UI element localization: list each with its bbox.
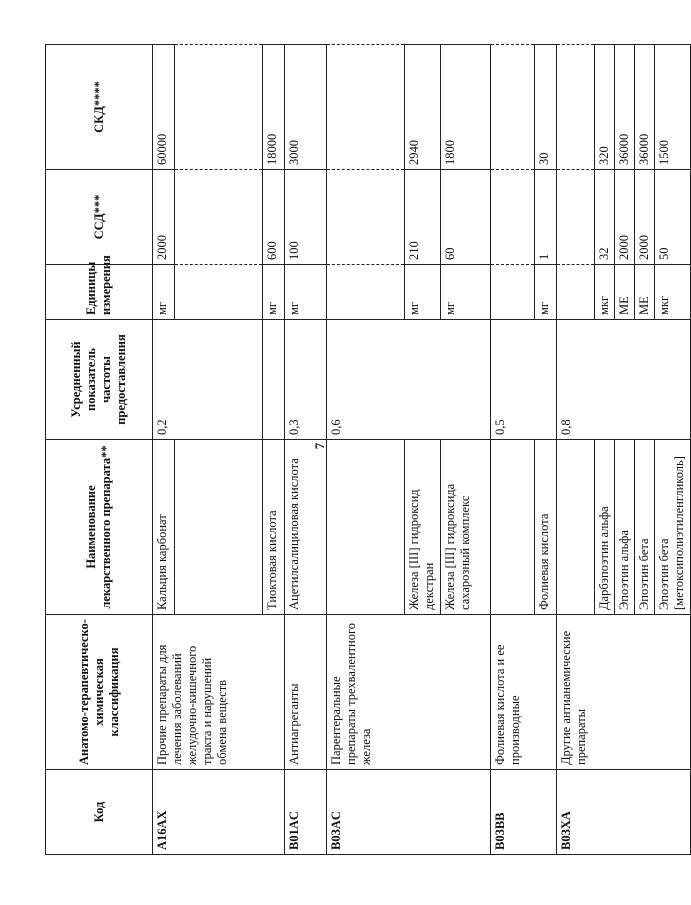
cell-frequency: 0,5 [491, 320, 557, 440]
cell-ssd: 2000 [153, 170, 175, 265]
table-row [557, 45, 595, 855]
cell-ssd: 2000 [615, 170, 635, 265]
cell-skd: 36000 [635, 45, 655, 170]
cell-unit: мг [441, 265, 491, 320]
cell-atc: Парентеральные препараты трехвалентного железа [327, 615, 491, 770]
cell-drug: Эпоэтин альфа [615, 440, 635, 615]
cell-unit: мг [153, 265, 175, 320]
page-number: 7 [312, 442, 327, 450]
cell-atc: Антиагреганты [285, 615, 327, 770]
cell-ssd: 50 [655, 170, 691, 265]
cell-skd: 3000 [285, 45, 327, 170]
cell-empty [327, 265, 405, 320]
cell-frequency: 0,3 [285, 320, 327, 440]
cell-empty [491, 265, 535, 320]
cell-unit: мкг [595, 265, 615, 320]
header-ssd: ССД*** [46, 170, 153, 265]
rotated-table-container [45, 45, 686, 855]
header-atc: Анатомо-терапевтическо-химическая классификация [46, 615, 153, 770]
cell-empty [175, 45, 263, 170]
cell-drug: Ацетилсалициловая кислота [285, 440, 327, 615]
cell-empty [557, 170, 595, 265]
cell-ssd: 600 [263, 170, 285, 265]
cell-empty [491, 440, 535, 615]
cell-unit: мг [285, 265, 327, 320]
cell-code: B01AC [285, 770, 327, 855]
cell-skd: 1500 [655, 45, 691, 170]
cell-unit: мг [535, 265, 557, 320]
table-row [327, 45, 405, 855]
cell-empty [491, 170, 535, 265]
cell-skd: 30 [535, 45, 557, 170]
cell-drug: Кальция карбонат [153, 440, 175, 615]
cell-empty [557, 45, 595, 170]
cell-ssd: 60 [441, 170, 491, 265]
cell-skd: 18000 [263, 45, 285, 170]
header-skd: СКД**** [46, 45, 153, 170]
cell-frequency: 0,6 [327, 320, 491, 440]
cell-frequency: 0,8 [557, 320, 691, 440]
drug-table [45, 44, 691, 855]
cell-drug: Фолиевая кислота [535, 440, 557, 615]
cell-ssd: 2000 [635, 170, 655, 265]
cell-code: B03XA [557, 770, 691, 855]
cell-atc: Прочие препараты для лечения заболеваний желудочно-кишечного тракта и нарушений обмена веществ [153, 615, 285, 770]
cell-ssd: 100 [285, 170, 327, 265]
table-row [491, 45, 535, 855]
cell-skd: 320 [595, 45, 615, 170]
cell-frequency: 0,2 [153, 320, 263, 440]
cell-drug: Железа [III] гидроксида сахарозный комплекс [441, 440, 491, 615]
cell-drug: Эпоэтин бета [метоксиполиэтиленгликоль] [655, 440, 691, 615]
cell-drug: Дарбэпоэтин альфа [595, 440, 615, 615]
cell-empty [263, 320, 285, 440]
table-row [153, 45, 175, 855]
cell-empty [327, 170, 405, 265]
cell-ssd: 32 [595, 170, 615, 265]
cell-empty [175, 440, 263, 615]
cell-drug: Эпоэтин бета [635, 440, 655, 615]
header-unit: Единицы измерения [46, 265, 153, 320]
cell-skd: 60000 [153, 45, 175, 170]
cell-atc: Фолиевая кислота и ее производные [491, 615, 557, 770]
cell-empty [557, 440, 595, 615]
cell-atc: Другие антианемические препараты [557, 615, 691, 770]
cell-unit: МЕ [615, 265, 635, 320]
header-frequency: Усредненный показатель частоты предоставления [46, 320, 153, 440]
header-drug: Наименование лекарственного препарата** [46, 440, 153, 615]
cell-drug: Железа [III] гидроксид декстран [405, 440, 441, 615]
cell-skd: 2940 [405, 45, 441, 170]
cell-unit: МЕ [635, 265, 655, 320]
cell-ssd: 210 [405, 170, 441, 265]
cell-empty [175, 170, 263, 265]
table-row [285, 45, 327, 855]
cell-unit: мкг [655, 265, 691, 320]
cell-ssd: 1 [535, 170, 557, 265]
cell-empty [175, 265, 263, 320]
cell-code: A16AX [153, 770, 285, 855]
cell-code: B03BB [491, 770, 557, 855]
cell-code: B03AC [327, 770, 491, 855]
cell-unit: мг [405, 265, 441, 320]
cell-unit: мг [263, 265, 285, 320]
header-code: Код [46, 770, 153, 855]
table-header-row [46, 45, 153, 855]
cell-empty [327, 45, 405, 170]
cell-skd: 36000 [615, 45, 635, 170]
cell-empty [557, 265, 595, 320]
cell-empty [327, 440, 405, 615]
cell-empty [491, 45, 535, 170]
cell-drug: Тиоктовая кислота [263, 440, 285, 615]
cell-skd: 1800 [441, 45, 491, 170]
